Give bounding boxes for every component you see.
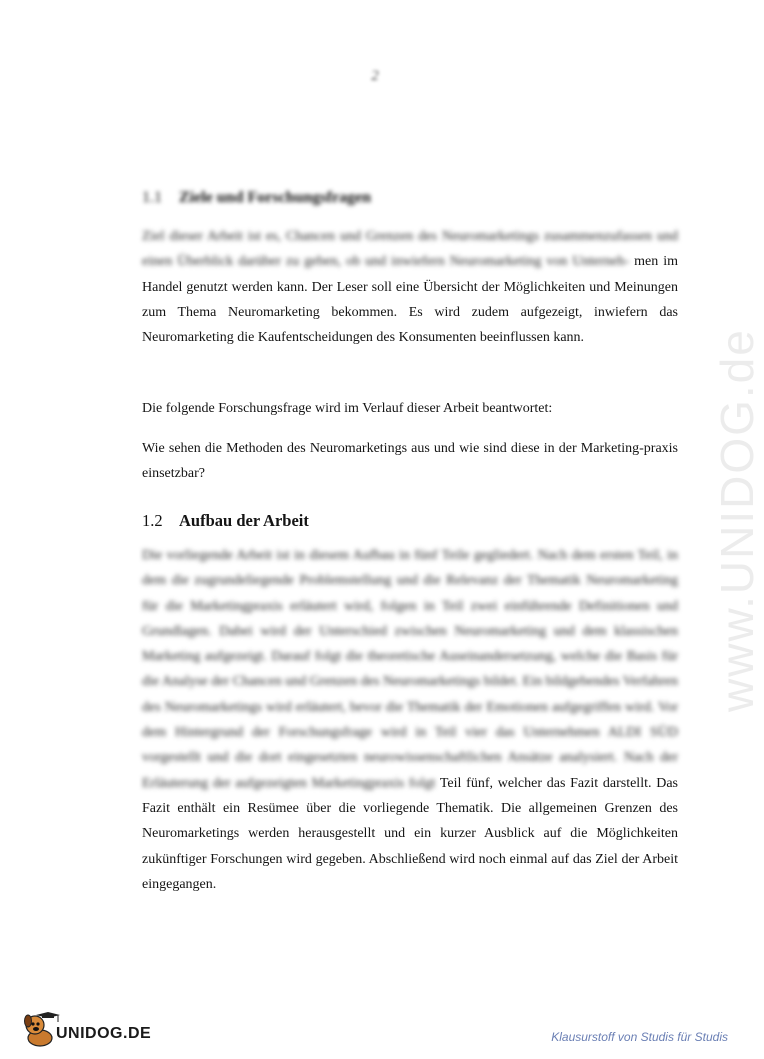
paragraph-research-question: Wie sehen die Methoden des Neuromarketings aus und wie sind diese in der Marketing-praxis einsetzbar? [142, 441, 678, 482]
paragraph-text: men im Handel genutzt werden kann. Der Leser soll eine Übersicht der Möglichkeiten und Meinungen zum Thema Neuromarketing bekommen. Es wird zudem aufgezeigt, inwiefern das Neuromarketing die Kaufentscheidungen des Konsumenten beeinflussen kann. [142, 254, 678, 346]
paragraph-research-intro: Die folgende Forschungsfrage wird im Verlauf dieser Arbeit beantwortet: [142, 401, 553, 416]
paragraph-text: Teil fünf, welcher das Fazit darstellt. Das Fazit enthält ein Resümee über die vorliegende Thematik. Die allgemeinen Grenzen des Neuromarketings werden herausgestellt und ein kurzer Ausblick auf die Möglichkeiten zukünftiger Forschungen wird gegeben. Abschließend wird noch einmal auf das Ziel der Arbeit eingegangen. [142, 775, 678, 892]
section-heading-1-1 [142, 189, 371, 207]
paragraph-goals [142, 224, 678, 350]
unidog-logo[interactable] [20, 1010, 160, 1050]
logo-text: UNIDOG.DE [56, 1025, 152, 1042]
watermark: www.UNIDOG.de [711, 328, 763, 712]
page-number: 2 [371, 68, 379, 84]
footer-slogan: Klausurstoff von Studis für Studis [551, 1030, 728, 1044]
section-number: 1.1 [142, 189, 162, 206]
blurred-text: Ziel dieser Arbeit ist es, Chancen und Grenzen des Neuromarketings zusammenzufassen und einen Überblick darüber zu geben, ob und inwiefern Neuromarketing von Unterneh- [142, 229, 678, 270]
paragraph-structure [142, 543, 678, 897]
section-title: Aufbau der Arbeit [179, 511, 309, 530]
section-number: 1.2 [142, 511, 163, 530]
section-heading-1-2 [142, 511, 309, 531]
dog-icon [20, 1010, 60, 1050]
section-title: Ziele und Forschungsfragen [179, 189, 372, 206]
blurred-text: Die vorliegende Arbeit ist in diesem Aufbau in fünf Teile gegliedert. Nach dem ersten Teil, in dem die zugrundeliegende Problemstellung und die Relevanz der Thematik Neuromarketing für die Marketingpraxis erläutert wird, folgen in Teil zwei einführende Definitionen und Grundlagen. Dabei wird der Unterschied zwischen Neuromarketing und dem klassischen Marketing aufgezeigt. Darauf folgt die theoretische Auseinandersetzung, welche die Basis für die Analyse der Chancen und Grenzen des Neuromarketings bildet. Ein bildgebendes Verfahren des Neuromarketings wird erläutert, bevor die Thematik der Emotionen aufgegriffen wird. Vor dem Hintergrund der Forschungsfrage wird in Teil vier das Unternehmen ALDI SÜD vorgestellt und die dort eingesetzten neurowissenschaftlichen Ansätze analysiert. Nach der Erläuterung der aufgezeigten Marketingpraxis folgt [142, 548, 678, 791]
